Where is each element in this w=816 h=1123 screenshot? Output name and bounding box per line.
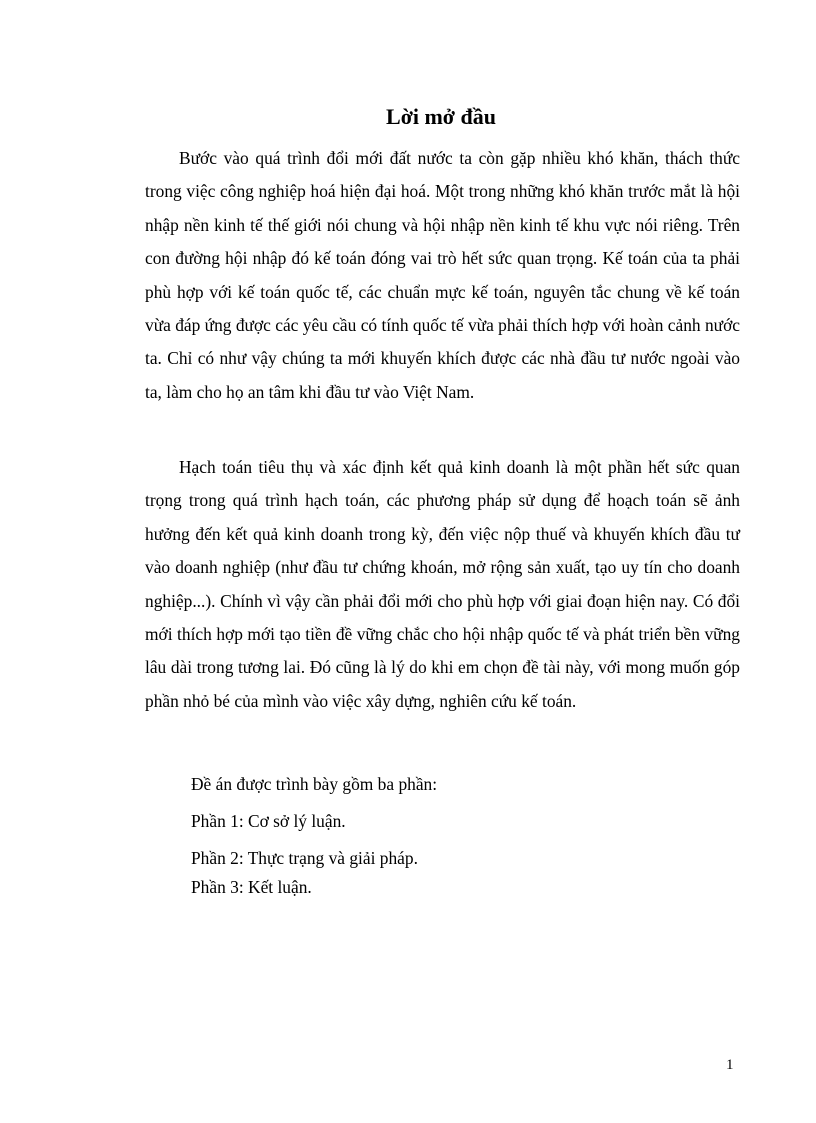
structure-intro: Đề án được trình bày gồm ba phần: bbox=[191, 774, 438, 794]
list-item-part-3: Phần 3: Kết luận. bbox=[191, 877, 312, 897]
body-paragraph-1: Bước vào quá trình đổi mới đất nước ta còn gặp nhiều khó khăn, thách thức trong việc công nghiệp hoá hiện đại hoá. Một trong những khó khăn trước mắt là hội nhập nền kinh tế thế giới nói chung và hội nhập nền kinh tế khu vực nói riêng. Trên con đường hội nhập đó kế toán đóng vai trò hết sức quan trọng. Kế toán của ta phải phù hợp với kế toán quốc tế, các chuẩn mực kế toán, nguyên tắc chung về kế toán vừa đáp ứng được các yêu cầu có tính quốc tế vừa phải thích hợp với hoàn cảnh nước ta. Chỉ có như vậy chúng ta mới khuyến khích được các nhà đầu tư nước ngoài vào ta, làm cho họ an tâm khi đầu tư vào Việt Nam. bbox=[145, 148, 740, 402]
body-paragraph-2: Hạch toán tiêu thụ và xác định kết quả kinh doanh là một phần hết sức quan trọng trong quá trình hạch toán, các phương pháp sử dụng để hoạch toán sẽ ảnh hưởng đến kết quả kinh doanh trong kỳ, đến việc nộp thuế và khuyến khích đầu tư vào doanh nghiệp (như đầu tư chứng khoán, mở rộng sản xuất, tạo uy tín cho doanh nghiệp...). Chính vì vậy cần phải đổi mới cho phù hợp với giai đoạn hiện nay. Có đổi mới thích hợp mới tạo tiền đề vững chắc cho hội nhập quốc tế và phát triển bền vững lâu dài trong tương lai. Đó cũng là lý do khi em chọn đề tài này, với mong muốn góp phần nhỏ bé của mình vào việc xây dựng, nghiên cứu kế toán. bbox=[145, 457, 740, 711]
list-item-part-1: Phần 1: Cơ sở lý luận. bbox=[191, 811, 346, 831]
page-number: 1 bbox=[726, 1057, 734, 1073]
list-item-part-2: Phần 2: Thực trạng và giải pháp. bbox=[191, 848, 418, 868]
page-title: Lời mở đầu bbox=[386, 104, 496, 129]
